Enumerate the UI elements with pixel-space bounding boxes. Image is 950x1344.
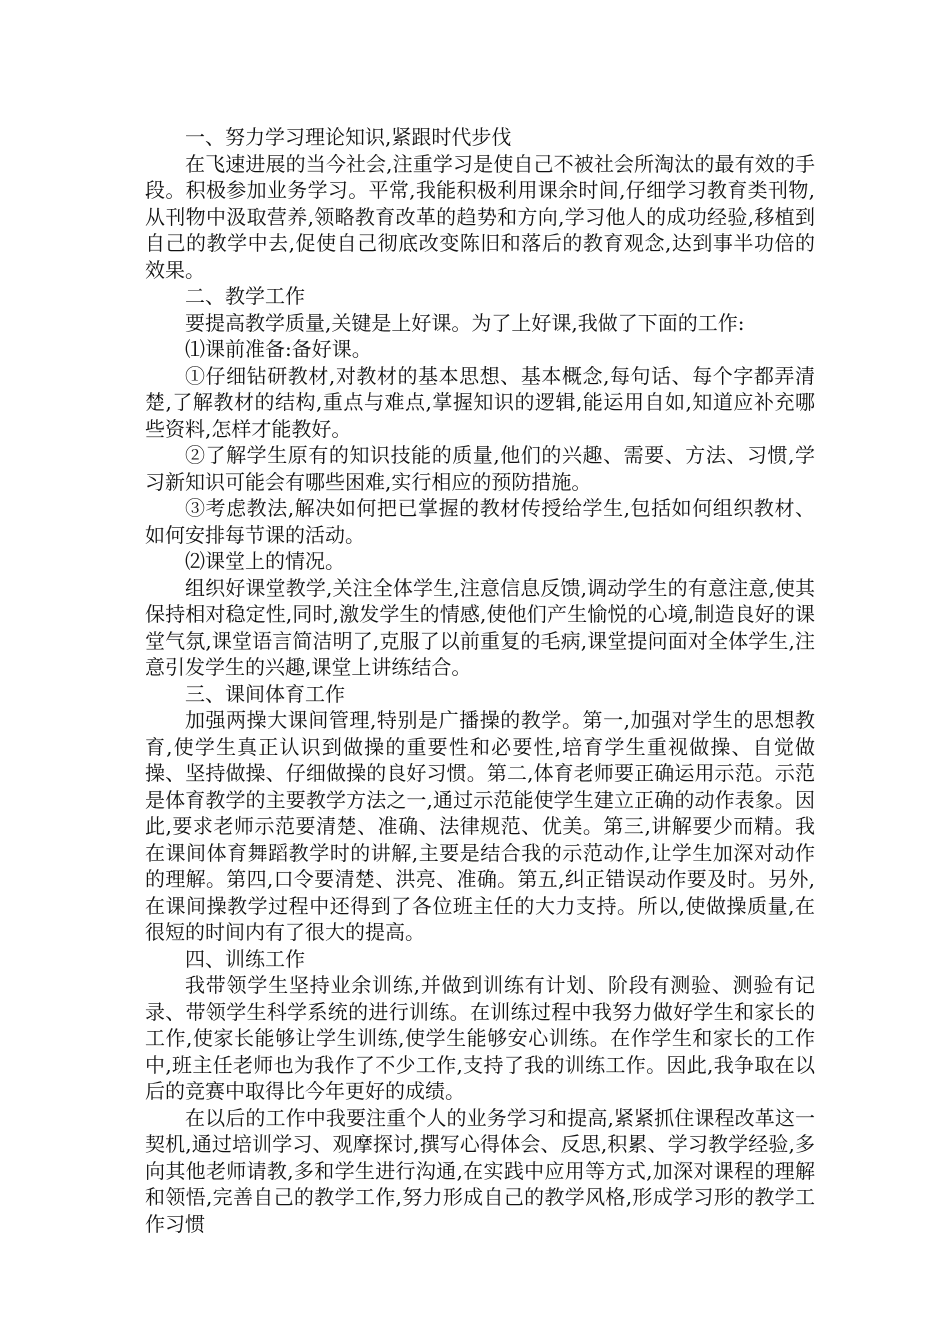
list-item: ③考虑教法,解决如何把已掌握的教材传授给学生,包括如何组织教材、如何安排每节课的活动。 [145, 496, 815, 547]
section-heading-4: 四、训练工作 [185, 946, 305, 971]
paragraph: 在飞速进展的当今社会,注重学习是使自己不被社会所淘汰的最有效的手段。积极参加业务学习。平常,我能积极利用课余时间,仔细学习教育类刊物,从刊物中汲取营养,领略教育改革的趋势和方向,学习他人的成功经验,移植到自己的教学中去,促使自己彻底改变陈旧和落后的教育观念,达到事半功倍的效果。 [145, 151, 815, 282]
paragraph: 加强两操大课间管理,特别是广播操的教学。第一,加强对学生的思想教育,使学生真正认识到做操的重要性和必要性,培育学生重视做操、自觉做操、坚持做操、仔细做操的良好习惯。第二,体育老师要正确运用示范。示范是体育教学的主要教学方法之一,通过示范能使学生建立正确的动作表象。因此,要求老师示范要清楚、准确、法律规范、优美。第三,讲解要少而精。我在课间体育舞蹈教学时的讲解,主要是结合我的示范动作,让学生加深对动作的理解。第四,口令要清楚、洪亮、准确。第五,纠正错误动作要及时。另外,在课间操教学过程中还得到了各位班主任的大力支持。所以,使做操质量,在很短的时间内有了很大的提高。 [145, 708, 815, 944]
section-heading-1: 一、努力学习理论知识,紧跟时代步伐 [185, 125, 512, 149]
list-item: ⑴课前准备:备好课。 [185, 337, 372, 361]
list-item: ②了解学生原有的知识技能的质量,他们的兴趣、需要、方法、习惯,学习新知识可能会有哪些困难,实行相应的预防措施。 [145, 443, 815, 494]
document-body [145, 124, 815, 1237]
section-heading-2: 二、教学工作 [185, 284, 305, 308]
paragraph: 要提高教学质量,关键是上好课。为了上好课,我做了下面的工作: [185, 310, 745, 335]
paragraph: 我带领学生坚持业余训练,并做到训练有计划、阶段有测验、测验有记录、带领学生科学系统的进行训练。在训练过程中我努力做好学生和家长的工作,使家长能够让学生训练,使学生能够安心训练。在作学生和家长的工作中,班主任老师也为我作了不少工作,支持了我的训练工作。因此,我争取在以后的竞赛中取得比今年更好的成绩。 [145, 973, 815, 1103]
list-item: ⑵课堂上的情况。 [185, 549, 345, 573]
section-heading-3: 三、课间体育工作 [185, 681, 345, 706]
paragraph: 在以后的工作中我要注重个人的业务学习和提高,紧紧抓住课程改革这一契机,通过培训学习、观摩探讨,撰写心得体会、反思,积累、学习教学经验,多向其他老师请教,多和学生进行沟通,在实践中应用等方式,加深对课程的理解和领悟,完善自己的教学工作,努力形成自己的教学风格,形成学习形的教学工作习惯 [145, 1105, 815, 1236]
paragraph: 组织好课堂教学,关注全体学生,注意信息反馈,调动学生的有意注意,使其保持相对稳定性,同时,激发学生的情感,使他们产生愉悦的心境,制造良好的课堂气氛,课堂语言简洁明了,克服了以前重复的毛病,课堂提问面对全体学生,注意引发学生的兴趣,课堂上讲练结合。 [145, 575, 815, 679]
list-item: ①仔细钻研教材,对教材的基本思想、基本概念,每句话、每个字都弄清楚,了解教材的结构,重点与难点,掌握知识的逻辑,能运用自如,知道应补充哪些资料,怎样才能教好。 [145, 363, 815, 441]
